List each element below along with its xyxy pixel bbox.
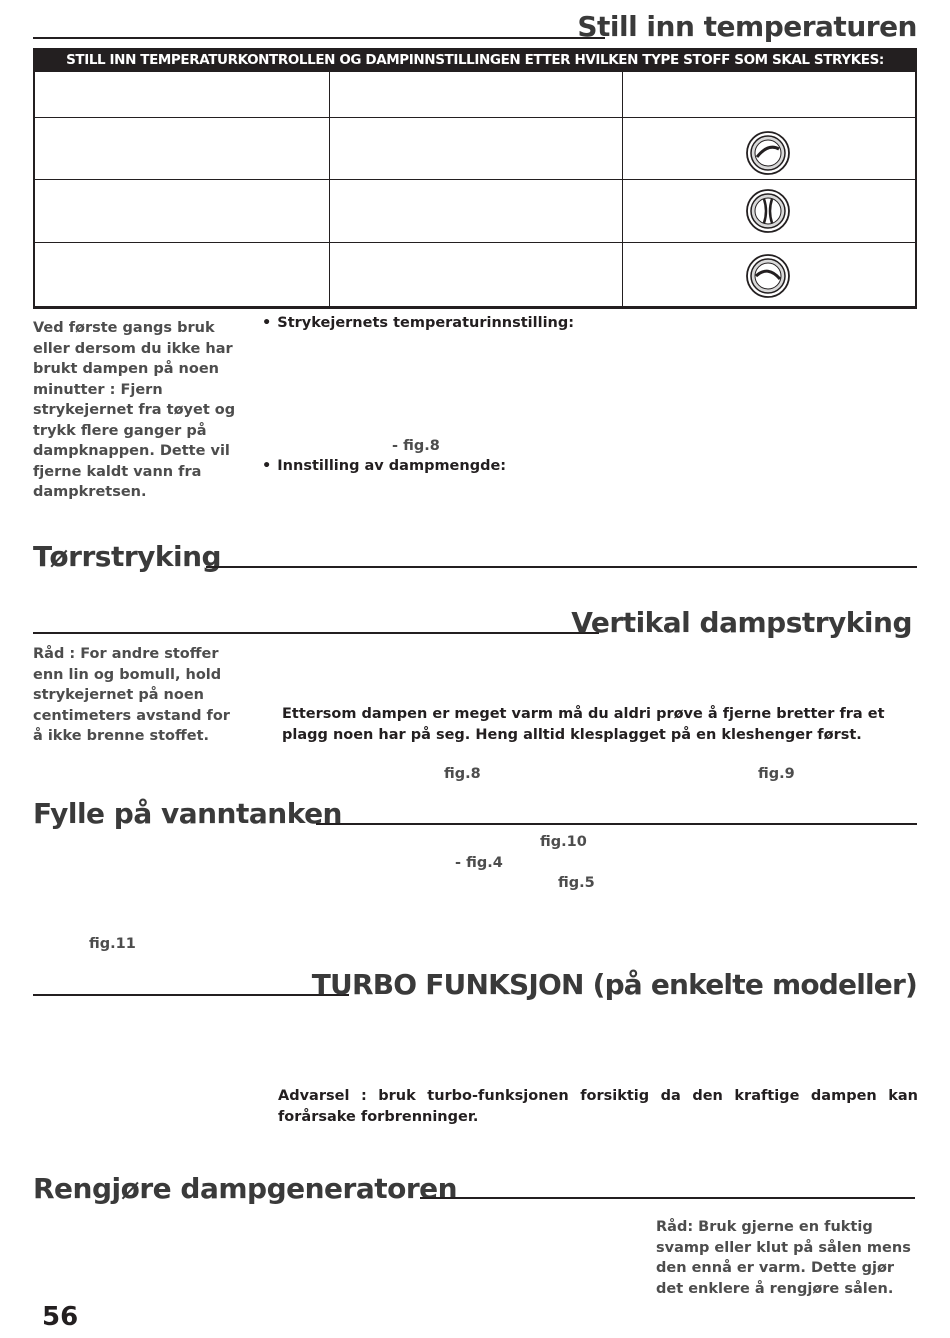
table-header: STILL INN TEMPERATURKONTROLLEN OG DAMPINNSTILLINGEN ETTER HVILKEN TYPE STOFF SOM SKAL STRYKES: [33, 48, 917, 72]
warning-vertical: Ettersom dampen er meget varm må du aldri prøve å fjerne bretter fra et plagg noen har på seg. Heng alltid klesplagget på en kleshenger først. [282, 706, 885, 743]
title-rule [33, 632, 599, 634]
section-title-cleaning: Rengjøre dampgeneratoren [33, 1172, 458, 1205]
fabric-settings-table [33, 72, 917, 309]
temperature-dial-min-icon [745, 130, 791, 176]
title-rule [420, 1197, 915, 1199]
figref-fill-fig5: fig.5 [558, 875, 595, 891]
title-rule [316, 823, 917, 825]
tip-first-use: Ved første gangs bruk eller dersom du ikke har brukt dampen på noen minutter : Fjern strykejernet fra tøyet og trykk flere ganger på dampknappen. Dette vil fjerne kaldt vann fra dampkretsen. [33, 320, 236, 500]
tip-vertical: Råd : For andre stoffer enn lin og bomull, hold strykejernet på noen centimeters avstand for å ikke brenne stoffet. [33, 646, 230, 744]
title-rule [33, 994, 349, 996]
warning-turbo: Advarsel : bruk turbo-funksjonen forsiktig da den kraftige dampen kan forårsake forbrenninger. [278, 1088, 918, 1125]
section-title-dry-ironing: Tørrstryking [33, 540, 222, 573]
tip-cleaning: Råd: Bruk gjerne en fuktig svamp eller klut på sålen mens den ennå er varm. Dette gjør det enklere å rengjøre sålen. [656, 1219, 911, 1297]
temperature-dial-max-icon [745, 253, 791, 299]
figref-fill-fig10: fig.10 [540, 834, 587, 850]
bullet-steam-setting: • Innstilling av dampmengde: [262, 458, 506, 474]
section-title-vertical-steam: Vertikal dampstryking [571, 606, 912, 639]
figref-fill-fig11: fig.11 [89, 936, 136, 952]
section-title-turbo: TURBO FUNKSJON (på enkelte modeller) [311, 968, 917, 1001]
section-title-temperature: Still inn temperaturen [577, 10, 917, 43]
title-rule [206, 566, 917, 568]
bullet-temperature-setting: • Strykejernets temperaturinnstilling: [262, 315, 574, 331]
figref-temp-fig8: - fig.8 [392, 438, 440, 454]
figref-fill-fig4: - fig.4 [455, 855, 503, 871]
figref-vertical-fig9: fig.9 [758, 766, 795, 782]
figref-vertical-fig8: fig.8 [444, 766, 481, 782]
page-number: 56 [42, 1302, 79, 1332]
table-row [35, 72, 915, 118]
title-rule [33, 37, 605, 39]
temperature-dial-mid-icon [745, 188, 791, 234]
section-title-fill-tank: Fylle på vanntanken [33, 797, 342, 830]
